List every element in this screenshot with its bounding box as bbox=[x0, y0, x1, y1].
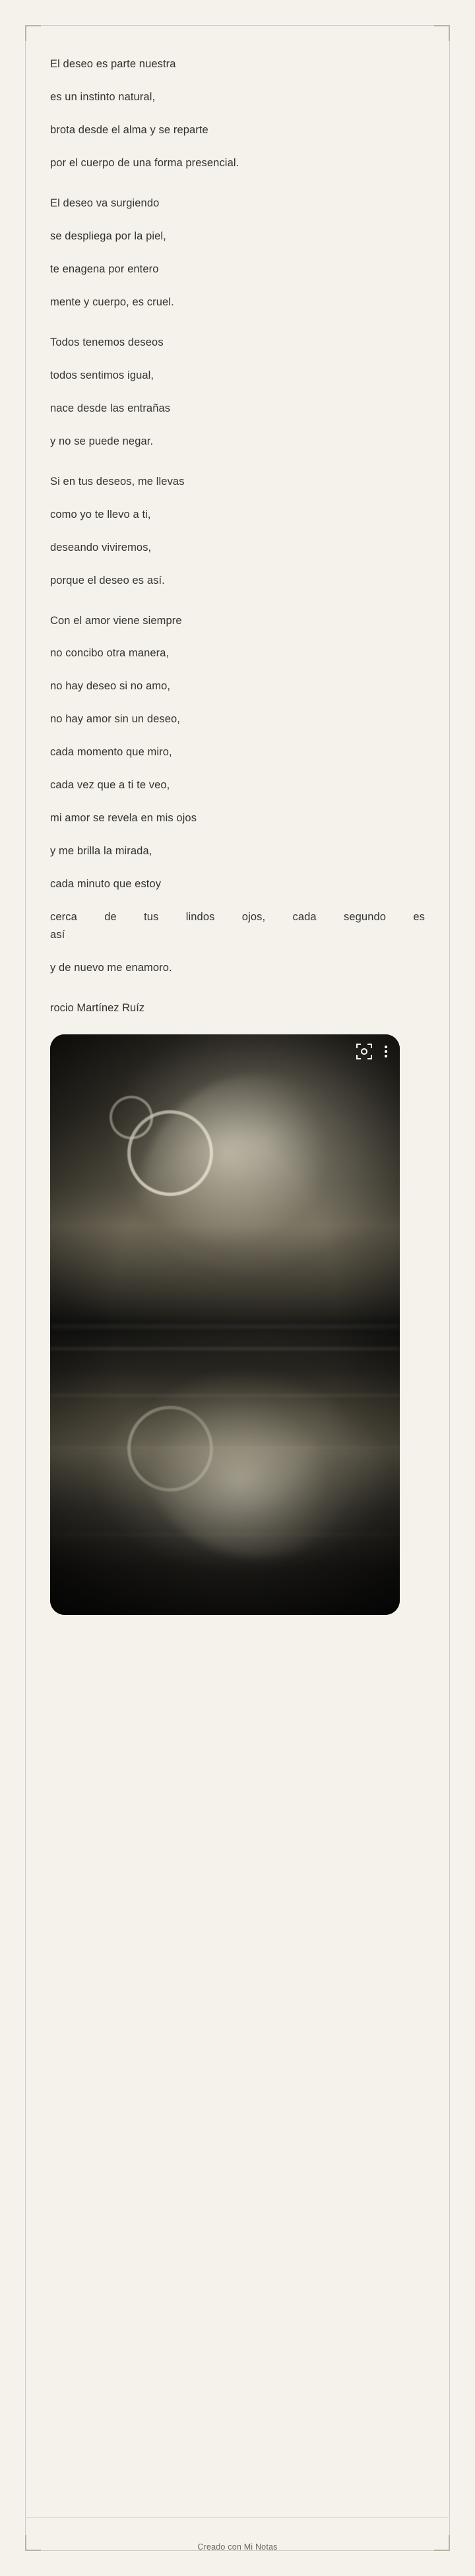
poem-line: deseando viviremos, bbox=[50, 541, 152, 553]
poem-line: y de nuevo me enamoro. bbox=[50, 962, 172, 974]
poem-stanza bbox=[50, 58, 425, 170]
poem-line: nace desde las entrañas bbox=[50, 402, 171, 414]
poem-line: como yo te llevo a ti, bbox=[50, 508, 151, 520]
poem-line: cada vez que a ti te veo, bbox=[50, 779, 170, 792]
poem-line: Todos tenemos deseos bbox=[50, 336, 164, 348]
poem-line: se despliega por la piel, bbox=[50, 230, 166, 242]
poem-author: rocio Martínez Ruíz bbox=[50, 1002, 145, 1015]
poem-line: cada minuto que estoy bbox=[50, 878, 162, 891]
google-lens-icon[interactable] bbox=[356, 1044, 372, 1059]
footer bbox=[0, 2518, 475, 2576]
poem-line: es un instinto natural, bbox=[50, 90, 156, 103]
attached-photo[interactable] bbox=[50, 1034, 400, 1615]
poem-line: El deseo va surgiendo bbox=[50, 197, 160, 209]
poem-line: no hay deseo si no amo, bbox=[50, 680, 171, 693]
poem-line: no hay amor sin un deseo, bbox=[50, 713, 180, 726]
more-options-icon[interactable] bbox=[380, 1044, 392, 1059]
poem-line: Si en tus deseos, me llevas bbox=[50, 475, 185, 487]
poem-line: cada momento que miro, bbox=[50, 746, 172, 759]
photo-action-bar bbox=[356, 1044, 392, 1059]
footer-credit: Creado con Mi Notas bbox=[197, 2542, 278, 2552]
poem-stanza bbox=[50, 615, 425, 975]
poem-line: y me brilla la mirada, bbox=[50, 845, 152, 858]
poem-stanza bbox=[50, 197, 425, 309]
poem-line: por el cuerpo de una forma presencial. bbox=[50, 156, 239, 169]
poem-line: brota desde el alma y se reparte bbox=[50, 123, 208, 136]
poem-line-continuation: así bbox=[50, 929, 65, 941]
poem-stanza bbox=[50, 336, 425, 448]
poem-line: te enagena por entero bbox=[50, 263, 159, 275]
poem-stanza bbox=[50, 476, 425, 587]
poem-line: todos sentimos igual, bbox=[50, 369, 154, 381]
poem-line-justified: cerca de tus lindos ojos, cada segundo es bbox=[50, 911, 425, 924]
poem-line: mi amor se revela en mis ojos bbox=[50, 812, 197, 825]
poem-line: mente y cuerpo, es cruel. bbox=[50, 296, 174, 308]
poem-line: no concibo otra manera, bbox=[50, 647, 170, 660]
poem-line: El deseo es parte nuestra bbox=[50, 58, 176, 70]
photo-vignette bbox=[50, 1034, 400, 1615]
poem-body bbox=[50, 58, 425, 974]
photo-image bbox=[50, 1034, 400, 1615]
poem-line: Con el amor viene siempre bbox=[50, 614, 182, 627]
poem-line: y no se puede negar. bbox=[50, 435, 154, 447]
poem-line: porque el deseo es así. bbox=[50, 574, 165, 586]
